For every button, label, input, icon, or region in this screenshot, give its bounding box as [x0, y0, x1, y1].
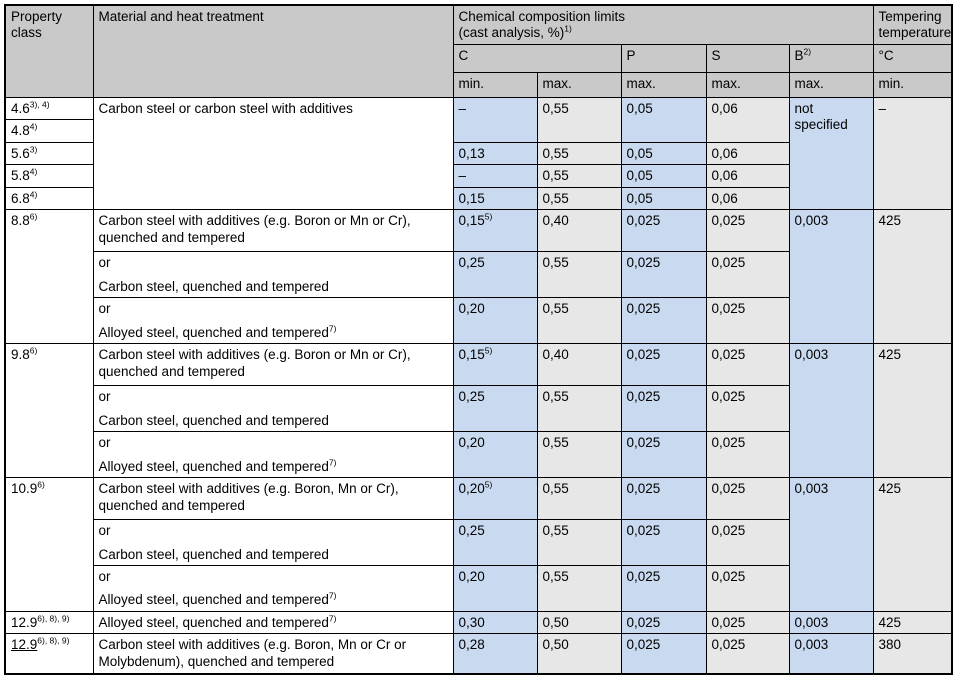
cell-s-max: 0,025 — [706, 634, 789, 674]
cell-material — [93, 432, 453, 478]
material-label: Carbon steel, quenched and tempered — [98, 546, 329, 562]
cell-s-max: 0,025 — [706, 210, 789, 252]
cell-p-max: 0,05 — [621, 142, 706, 164]
footnote-marker: 5) — [484, 345, 493, 356]
cell-material: Carbon steel with additives (e.g. Boron or Mn or Cr), quenched and tempered — [93, 210, 453, 252]
material-label: Alloyed steel, quenched and tempered$^{7)}$ — [98, 457, 337, 474]
chem-limits-line1: Chemical composition limits — [458, 9, 626, 24]
cell-b-max: 0,003 — [789, 210, 873, 344]
header-c-min: min. — [453, 72, 537, 97]
header-temp-min: min. — [873, 72, 952, 97]
footnote-marker: 4) — [29, 121, 38, 132]
cell-c-min: 0,25 — [453, 252, 537, 298]
cell-s-max: 0,025 — [706, 298, 789, 344]
cell-p-max: 0,025 — [621, 432, 706, 478]
cell-c-max: 0,55 — [537, 252, 621, 298]
cell-b-max: 0,003 — [789, 478, 873, 612]
cell-c-max: 0,50 — [537, 611, 621, 633]
cell-c-max: 0,55 — [537, 165, 621, 187]
cell-material — [93, 298, 453, 344]
cell-p-max: 0,025 — [621, 565, 706, 611]
footnote-marker: 5) — [484, 211, 493, 222]
footnote-marker: 6), 8), 9) — [37, 613, 70, 624]
cell-c-min: 0,20 — [453, 432, 537, 478]
row-12-9-1 — [5, 611, 952, 633]
value: 0,15 — [458, 213, 485, 229]
class-label: 6.8 — [11, 190, 30, 206]
cell-s-max: 0,025 — [706, 565, 789, 611]
chemical-composition-table — [4, 4, 953, 675]
cell-b-max: 0,003 — [789, 634, 873, 674]
cell-class — [5, 142, 93, 164]
footnote-marker: 3), 4) — [29, 99, 50, 110]
cell-c-max: 0,40 — [537, 210, 621, 252]
cell-p-max: 0,05 — [621, 187, 706, 209]
cell-c-max: 0,55 — [537, 298, 621, 344]
material-label: Carbon steel, quenched and tempered — [98, 278, 329, 294]
cell-s-max: 0,025 — [706, 344, 789, 386]
cell-c-max: 0,50 — [537, 634, 621, 674]
cell-material — [93, 252, 453, 298]
material-label: Alloyed steel, quenched and tempered$^{7)}$ — [98, 590, 337, 608]
cell-tempering: 425 — [873, 210, 952, 344]
header-unit-c: °C — [873, 44, 952, 72]
header-col-p: P — [621, 44, 706, 72]
row-9-8-1 — [5, 344, 952, 386]
cell-tempering: 425 — [873, 611, 952, 633]
cell-p-max: 0,025 — [621, 520, 706, 566]
cell-class — [5, 634, 93, 674]
cell-c-min: 0,15 — [453, 187, 537, 209]
cell-c-min: 0,20 — [453, 298, 537, 344]
cell-material: Carbon steel with additives (e.g. Boron, Mn or Cr), quenched and tempered — [93, 478, 453, 520]
class-label: 9.8 — [11, 347, 30, 363]
cell-c-max: 0,55 — [537, 565, 621, 611]
cell-s-max: 0,06 — [706, 97, 789, 142]
chem-limits-line2: (cast analysis, %) — [458, 25, 565, 41]
header-c-max: max. — [537, 72, 621, 97]
cell-p-max: 0,025 — [621, 344, 706, 386]
class-label: 4.8 — [11, 123, 30, 139]
or-label: or — [98, 301, 111, 317]
cell-c-max: 0,55 — [537, 386, 621, 432]
footnote-marker: 1) — [564, 23, 572, 34]
cell-c-min: 0,28 — [453, 634, 537, 674]
cell-c-min: 0,25 — [453, 386, 537, 432]
cell-c-min — [453, 344, 537, 386]
cell-s-max: 0,025 — [706, 252, 789, 298]
cell-c-max: 0,55 — [537, 142, 621, 164]
or-label: or — [98, 568, 111, 584]
class-label: 8.8 — [11, 213, 30, 229]
header-col-c: C — [453, 44, 621, 72]
cell-s-max: 0,06 — [706, 142, 789, 164]
cell-p-max: 0,025 — [621, 386, 706, 432]
material-label: Alloyed steel, quenched and tempered$^{7)}$ — [98, 323, 337, 340]
cell-p-max: 0,025 — [621, 634, 706, 674]
or-label: or — [98, 435, 111, 451]
cell-tempering: – — [873, 97, 952, 209]
header-tempering: Tempering temperature — [873, 5, 952, 44]
header-s-max: max. — [706, 72, 789, 97]
cell-s-max: 0,025 — [706, 478, 789, 520]
header-b-max: max. — [789, 72, 873, 97]
cell-material: Carbon steel with additives (e.g. Boron or Mn or Cr), quenched and tempered — [93, 344, 453, 386]
cell-class — [5, 165, 93, 187]
footnote-marker: 2) — [803, 46, 812, 57]
class-label: 10.9 — [11, 481, 38, 497]
row-12-9-2 — [5, 634, 952, 674]
footnote-marker: 6) — [29, 211, 38, 222]
class-label: 5.6 — [11, 145, 30, 161]
header-col-b — [789, 44, 873, 72]
class-label-underlined: 12.9 — [11, 637, 38, 653]
footnote-marker: 6) — [29, 345, 38, 356]
footnote-marker: 7) — [328, 323, 337, 334]
cell-material: Carbon steel with additives (e.g. Boron, Mn or Cr or Molybdenum), quenched and tempered — [93, 634, 453, 674]
cell-b-max: not specified — [789, 97, 873, 209]
or-label: or — [98, 523, 111, 539]
cell-tempering: 425 — [873, 344, 952, 478]
col-b-label: B — [794, 47, 804, 63]
row-10-9-1 — [5, 478, 952, 520]
cell-c-min: – — [453, 165, 537, 187]
cell-s-max: 0,06 — [706, 165, 789, 187]
cell-class — [5, 611, 93, 633]
cell-s-max: 0,025 — [706, 432, 789, 478]
value: 0,20 — [458, 481, 485, 497]
cell-c-max: 0,55 — [537, 97, 621, 142]
cell-c-max: 0,55 — [537, 478, 621, 520]
header-p-max: max. — [621, 72, 706, 97]
cell-c-max: 0,55 — [537, 187, 621, 209]
cell-class — [5, 344, 93, 478]
cell-tempering: 425 — [873, 478, 952, 612]
value: 0,15 — [458, 347, 485, 363]
cell-material — [93, 520, 453, 566]
cell-s-max: 0,06 — [706, 187, 789, 209]
cell-c-min: – — [453, 97, 537, 142]
class-label: 12.9 — [11, 614, 38, 630]
header-material: Material and heat treatment — [93, 5, 453, 97]
cell-class — [5, 187, 93, 209]
header-chemical-limits — [453, 5, 873, 44]
cell-s-max: 0,025 — [706, 386, 789, 432]
cell-c-min — [453, 210, 537, 252]
footnote-marker: 5) — [484, 479, 493, 490]
cell-p-max: 0,025 — [621, 210, 706, 252]
cell-p-max: 0,05 — [621, 97, 706, 142]
cell-material — [93, 386, 453, 432]
cell-c-max: 0,55 — [537, 432, 621, 478]
footnote-marker: 7) — [328, 590, 337, 601]
cell-c-max: 0,40 — [537, 344, 621, 386]
or-label: or — [98, 389, 111, 405]
class-label: 4.6 — [11, 100, 30, 116]
cell-material: Alloyed steel, quenched and tempered$^{7)}$ — [93, 611, 453, 633]
cell-b-max: 0,003 — [789, 344, 873, 478]
header-col-s: S — [706, 44, 789, 72]
cell-c-min: 0,20 — [453, 565, 537, 611]
footnote-marker: 6), 8), 9) — [37, 635, 70, 646]
header-property-class: Property class — [5, 5, 93, 97]
footnote-marker: 4) — [29, 166, 38, 177]
row-8-8-1 — [5, 210, 952, 252]
cell-c-min — [453, 478, 537, 520]
cell-p-max: 0,05 — [621, 165, 706, 187]
cell-b-max: 0,003 — [789, 611, 873, 633]
cell-p-max: 0,025 — [621, 611, 706, 633]
cell-p-max: 0,025 — [621, 478, 706, 520]
cell-p-max: 0,025 — [621, 298, 706, 344]
material-label: Carbon steel, quenched and tempered — [98, 412, 329, 428]
cell-s-max: 0,025 — [706, 520, 789, 566]
footnote-marker: 7) — [328, 457, 337, 468]
cell-class — [5, 97, 93, 119]
row-4-6 — [5, 97, 952, 119]
class-label: 5.8 — [11, 168, 30, 184]
cell-material: Carbon steel or carbon steel with additives — [93, 97, 453, 209]
header-row-1 — [5, 5, 952, 44]
footnote-marker: 7) — [328, 613, 337, 624]
cell-c-min: 0,30 — [453, 611, 537, 633]
cell-c-max: 0,55 — [537, 520, 621, 566]
footnote-marker: 6) — [37, 479, 45, 490]
cell-tempering: 380 — [873, 634, 952, 674]
cell-p-max: 0,025 — [621, 252, 706, 298]
cell-class — [5, 120, 93, 142]
footnote-marker: 4) — [29, 189, 38, 200]
cell-class — [5, 478, 93, 612]
cell-c-min: 0,13 — [453, 142, 537, 164]
cell-s-max: 0,025 — [706, 611, 789, 633]
or-label: or — [98, 255, 111, 271]
cell-class — [5, 210, 93, 344]
footnote-marker: 3) — [29, 144, 38, 155]
cell-c-min: 0,25 — [453, 520, 537, 566]
cell-material — [93, 565, 453, 611]
